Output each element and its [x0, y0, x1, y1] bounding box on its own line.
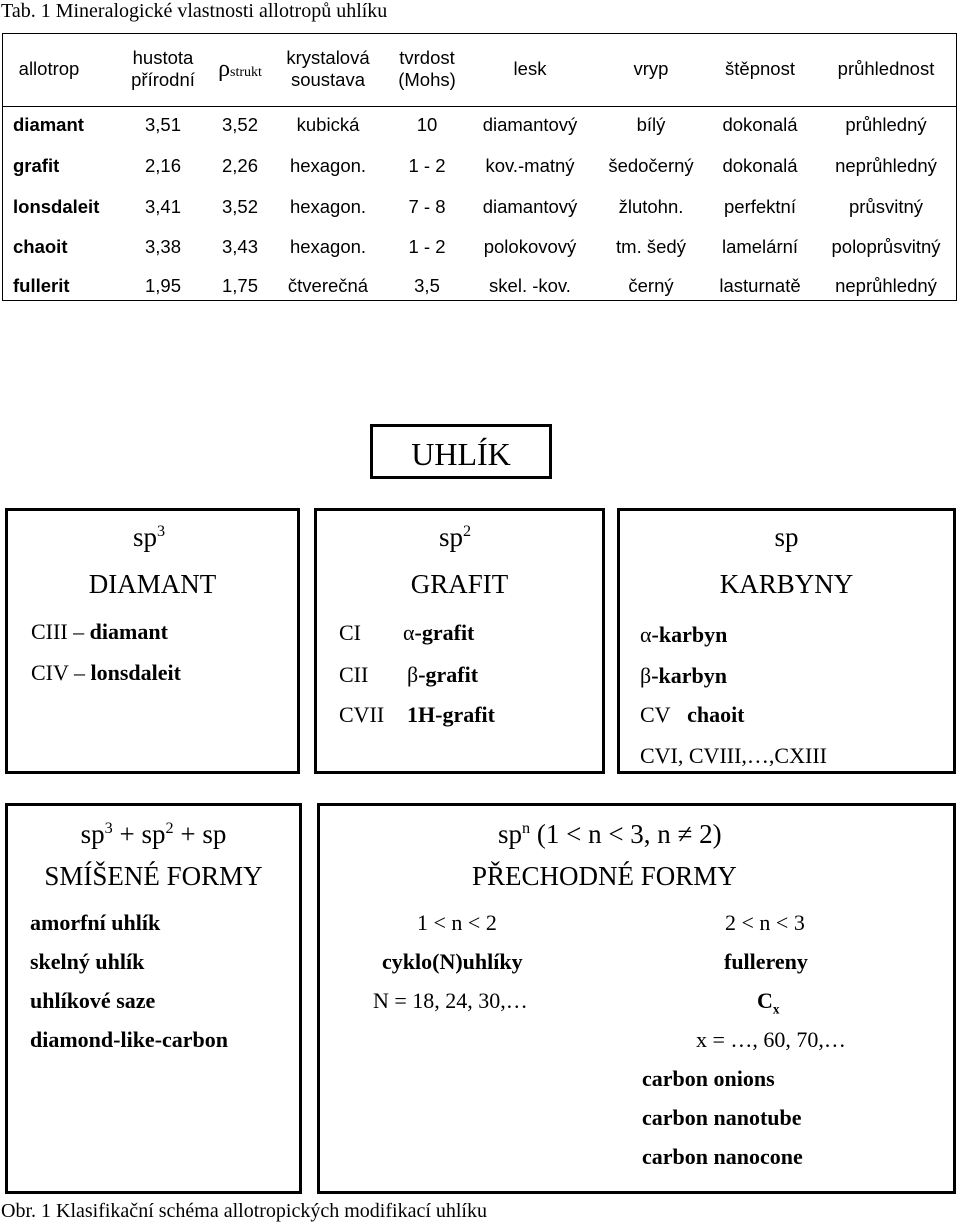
- item-name: -karbyn: [651, 622, 728, 647]
- hyb-text: + sp: [119, 819, 166, 849]
- cell: 10: [416, 114, 438, 135]
- sp-hybridization: sp: [774, 522, 799, 552]
- sp2-item: [407, 661, 478, 689]
- cell: 2,16: [144, 155, 182, 176]
- sp2-box: [314, 508, 605, 774]
- cell: kubická: [296, 114, 360, 135]
- cell: hexagon.: [289, 196, 367, 217]
- sp3-hybridization: [133, 523, 165, 551]
- col1-values: N = 18, 24, 30,…: [373, 988, 528, 1013]
- cell: diamantový: [482, 196, 578, 217]
- alpha-symbol: α: [640, 622, 652, 647]
- sp2-name: GRAFIT: [410, 569, 509, 599]
- mixed-forms-box: [5, 803, 302, 1194]
- sp3-hyb-text: sp: [133, 522, 158, 552]
- header-stepnost: štěpnost: [725, 58, 795, 79]
- col2-values: x = …, 60, 70,…: [696, 1027, 846, 1052]
- cell: skel. -kov.: [489, 275, 571, 296]
- sp-item: [640, 701, 745, 729]
- cell: kov.-matný: [485, 155, 575, 176]
- beta-symbol: β: [640, 663, 652, 688]
- cell: šedočerný: [608, 155, 694, 176]
- cell: dokonalá: [722, 114, 798, 135]
- mixed-item: amorfní uhlík: [30, 910, 161, 935]
- cx-sub: x: [772, 1001, 780, 1017]
- beta-symbol: β: [407, 662, 419, 687]
- cell: 3,51: [144, 114, 182, 135]
- cell: polokovový: [483, 236, 577, 257]
- cell: 3,52: [221, 196, 259, 217]
- cell: bílý: [636, 114, 666, 135]
- header-tvrdost-line2: (Mohs): [398, 69, 456, 90]
- cell: 3,41: [144, 196, 182, 217]
- mixed-name: SMÍŠENÉ FORMY: [44, 861, 263, 891]
- item-name: chaoit: [687, 702, 745, 727]
- not-equal-symbol: ≠: [677, 819, 693, 849]
- item-dash: –: [74, 660, 85, 685]
- sp-item-code: CVI, CVIII,…,CXIII: [640, 743, 827, 768]
- header-lesk: lesk: [513, 58, 547, 79]
- sp2-item-name: 1H-grafit: [407, 702, 495, 727]
- cell: žlutohn.: [618, 196, 684, 217]
- header-hustota-line1: hustota: [132, 47, 194, 68]
- cx-text: C: [757, 988, 773, 1013]
- row-label-chaoit: chaoit: [13, 236, 68, 257]
- transitional-name: PŘECHODNÉ FORMY: [472, 861, 737, 891]
- cell: hexagon.: [289, 236, 367, 257]
- header-krystalova: [286, 47, 369, 91]
- hyb-text: sp: [498, 819, 523, 849]
- alpha-symbol: α: [403, 620, 415, 645]
- col2-item: carbon nanotube: [642, 1105, 802, 1130]
- col2-name: fullereny: [724, 949, 808, 974]
- col1-range: 1 < n < 2: [417, 910, 497, 935]
- sp-item: [640, 662, 727, 690]
- item-code: CV: [640, 702, 671, 727]
- figure-caption: Obr. 1 Klasifikační schéma allotropických modifikací uhlíku: [1, 1200, 487, 1222]
- sp3-item: [31, 659, 181, 687]
- cell: 1 - 2: [408, 155, 446, 176]
- rho-symbol: ρ: [218, 56, 231, 82]
- cell: 3,5: [414, 275, 440, 296]
- header-allotrop: allotrop: [18, 58, 80, 79]
- header-tvrdost-line1: tvrdost: [399, 47, 455, 68]
- sp2-item-code: CII: [339, 662, 369, 687]
- header-krystalova-line2: soustava: [290, 69, 366, 90]
- cell: diamantový: [482, 114, 578, 135]
- sp2-hybridization: [439, 523, 471, 551]
- cell: poloprůsvitný: [831, 236, 941, 257]
- item-name: -grafit: [418, 662, 479, 687]
- sp3-item: [31, 618, 168, 646]
- cell: neprůhledný: [835, 275, 937, 296]
- mixed-hybridization: [8, 820, 299, 848]
- header-tvrdost: [398, 47, 456, 91]
- cell: lasturnatě: [719, 275, 801, 296]
- transitional-hybridization: [498, 820, 722, 848]
- item-dash: –: [73, 619, 85, 644]
- transitional-forms-box: [317, 803, 956, 1194]
- cell: 2,26: [221, 155, 259, 176]
- header-divider: [3, 106, 956, 107]
- col2-cx: [757, 987, 779, 1015]
- cell: 7 - 8: [408, 196, 446, 217]
- cell: perfektní: [724, 196, 796, 217]
- cell: 3,38: [144, 236, 182, 257]
- header-hustota-line2: přírodní: [131, 69, 195, 90]
- item-code: CIV: [31, 660, 69, 685]
- col2-range: 2 < n < 3: [725, 910, 805, 935]
- item-name: -karbyn: [651, 663, 727, 688]
- header-hustota: [131, 47, 195, 91]
- sp2-hyb-sup: 2: [463, 522, 472, 540]
- table-caption: Tab. 1 Mineralogické vlastnosti allotropů uhlíku: [1, 0, 388, 22]
- cell: neprůhledný: [835, 155, 937, 176]
- cell: 3,43: [221, 236, 259, 257]
- cell: 1 - 2: [408, 236, 446, 257]
- cell: čtverečná: [287, 275, 369, 296]
- cell: tm. šedý: [616, 236, 686, 257]
- cell: hexagon.: [289, 155, 367, 176]
- properties-table: [2, 33, 957, 301]
- cell: dokonalá: [722, 155, 798, 176]
- hyb-sup: 2: [165, 819, 174, 837]
- mixed-item: diamond-like-carbon: [30, 1027, 229, 1052]
- cell: průhledný: [845, 114, 927, 135]
- cell: černý: [628, 275, 674, 296]
- mixed-item: uhlíkové saze: [30, 988, 156, 1013]
- hyb-sup: n: [522, 819, 531, 837]
- cell: lamelární: [721, 236, 799, 257]
- hyb-text: + sp: [180, 819, 227, 849]
- scheme-title-box: [370, 424, 552, 479]
- sp-item: [640, 621, 727, 649]
- hyb-sup: 3: [104, 819, 113, 837]
- header-rho: [218, 58, 262, 84]
- row-label-diamant: diamant: [13, 114, 84, 135]
- row-label-grafit: grafit: [13, 155, 60, 176]
- item-name: diamant: [89, 619, 168, 644]
- sp3-name: DIAMANT: [88, 569, 217, 599]
- item-code: CIII: [31, 619, 68, 644]
- col2-item: carbon onions: [642, 1066, 775, 1091]
- col1-name: cyklo(N)uhlíky: [382, 949, 523, 974]
- item-name: lonsdaleit: [90, 660, 181, 685]
- cell: 1,75: [221, 275, 259, 296]
- header-pruhlednost: průhlednost: [837, 58, 935, 79]
- header-vryp: vryp: [633, 58, 669, 79]
- row-label-lonsdaleit: lonsdaleit: [13, 196, 100, 217]
- cell: průsvitný: [848, 196, 924, 217]
- sp-box: [617, 508, 956, 774]
- cell: 1,95: [144, 275, 182, 296]
- sp2-item: [403, 619, 474, 647]
- cell: 3,52: [221, 114, 259, 135]
- rho-subscript: strukt: [230, 65, 262, 80]
- condition-text: (1 < n < 3, n: [536, 819, 671, 849]
- col2-item: carbon nanocone: [642, 1144, 803, 1169]
- item-name: -grafit: [414, 620, 475, 645]
- scheme-title: UHLÍK: [411, 436, 511, 472]
- mixed-item: skelný uhlík: [30, 949, 145, 974]
- sp3-hyb-sup: 3: [157, 522, 166, 540]
- condition-text: 2): [699, 819, 722, 849]
- sp2-item-code: CI: [339, 620, 361, 645]
- sp-name: KARBYNY: [719, 569, 854, 599]
- hyb-text: sp: [80, 819, 105, 849]
- header-krystalova-line1: krystalová: [286, 47, 370, 68]
- sp3-box: [5, 508, 300, 774]
- row-label-fullerit: fullerit: [13, 275, 70, 296]
- sp2-item-code: CVII: [339, 702, 385, 727]
- sp2-hyb-text: sp: [439, 522, 464, 552]
